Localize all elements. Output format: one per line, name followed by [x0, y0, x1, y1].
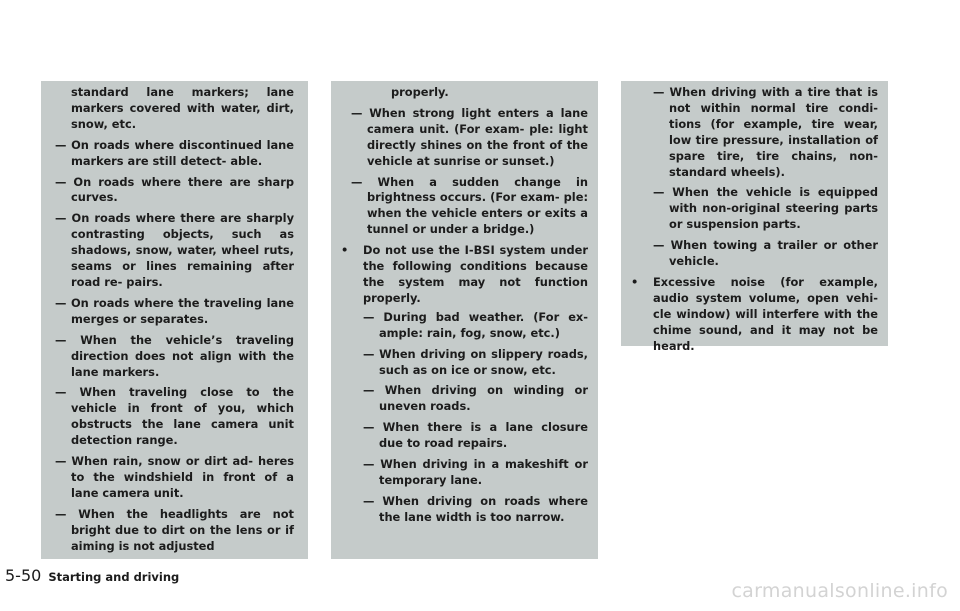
section-title: Starting and driving [48, 570, 180, 584]
bullet-item [341, 243, 588, 531]
list-item: — When traveling close to the vehicle in front of you, which obstructs the lane camera unit detection range. [55, 385, 294, 448]
list-item: — When the vehicle’s traveling direction does not align with the lane markers. [55, 332, 294, 379]
bullet-text: Excessive noise (for example, audio system volume, open vehi- cle window) will interfere with the chime sound, and it may not be heard. [653, 274, 878, 353]
page-footer [5, 566, 179, 585]
list-item: — On roads where there are sharply contrasting objects, such as shadows, snow, water, wheel ruts, seams or lines remaining after road re- pairs. [55, 211, 294, 289]
list-item: — When driving on roads where the lane width is too narrow. [363, 493, 588, 524]
list-item: — When driving on slippery roads, such as on ice or snow, etc. [363, 346, 588, 377]
text-column-1 [41, 81, 308, 559]
list-item: — On roads where the traveling lane merges or separates. [55, 295, 294, 326]
list-item: — On roads where there are sharp curves. [55, 174, 294, 205]
list-item: — When driving with a tire that is not within normal tire condi- tions (for example, tire wear, low tire pressure, installation of spare tire, tire chains, non- standard wheels). [653, 85, 878, 179]
list-item: — On roads where discontinued lane markers are still detect- able. [55, 137, 294, 168]
list-item: — When driving on winding or uneven roads. [363, 383, 588, 414]
continuation-text: standard lane markers; lane markers covered with water, dirt, snow, etc. [71, 85, 294, 131]
list-item: — When the headlights are not bright due to dirt on the lens or if aiming is not adjusted [55, 506, 294, 553]
list-item: — When the vehicle is equipped with non-original steering parts or suspension parts. [653, 185, 878, 232]
continuation-text: properly. [391, 85, 449, 99]
list-item: — When there is a lane closure due to road repairs. [363, 420, 588, 451]
list-item: — When a sudden change in brightness occurs. (For exam- ple: when the vehicle enters or exits a tunnel or under a bridge.) [351, 174, 588, 237]
watermark: carmanualsonline.info [731, 580, 948, 602]
sub-list [363, 310, 588, 526]
bullet-marker: • [631, 274, 639, 289]
list-item: — During bad weather. (For ex- ample: rain, fog, snow, etc.) [363, 309, 588, 340]
bullet-marker: • [341, 243, 349, 258]
list-item: — When strong light enters a lane camera unit. (For exam- ple: light directly shines on the front of the vehicle at sunrise or sunset.) [351, 105, 588, 168]
list-item: — When driving in a makeshift or temporary lane. [363, 457, 588, 487]
bullet-text: Do not use the I-BSI system under the following conditions because the system may not function properly. [363, 243, 588, 305]
text-column-3 [621, 81, 888, 353]
page-number: 5-50 [5, 566, 42, 585]
list-item: — When towing a trailer or other vehicle. [653, 238, 878, 269]
list-item: — When rain, snow or dirt ad- heres to the windshield in front of a lane camera unit. [55, 454, 294, 500]
bullet-item [631, 275, 878, 355]
text-column-2 [331, 81, 598, 559]
